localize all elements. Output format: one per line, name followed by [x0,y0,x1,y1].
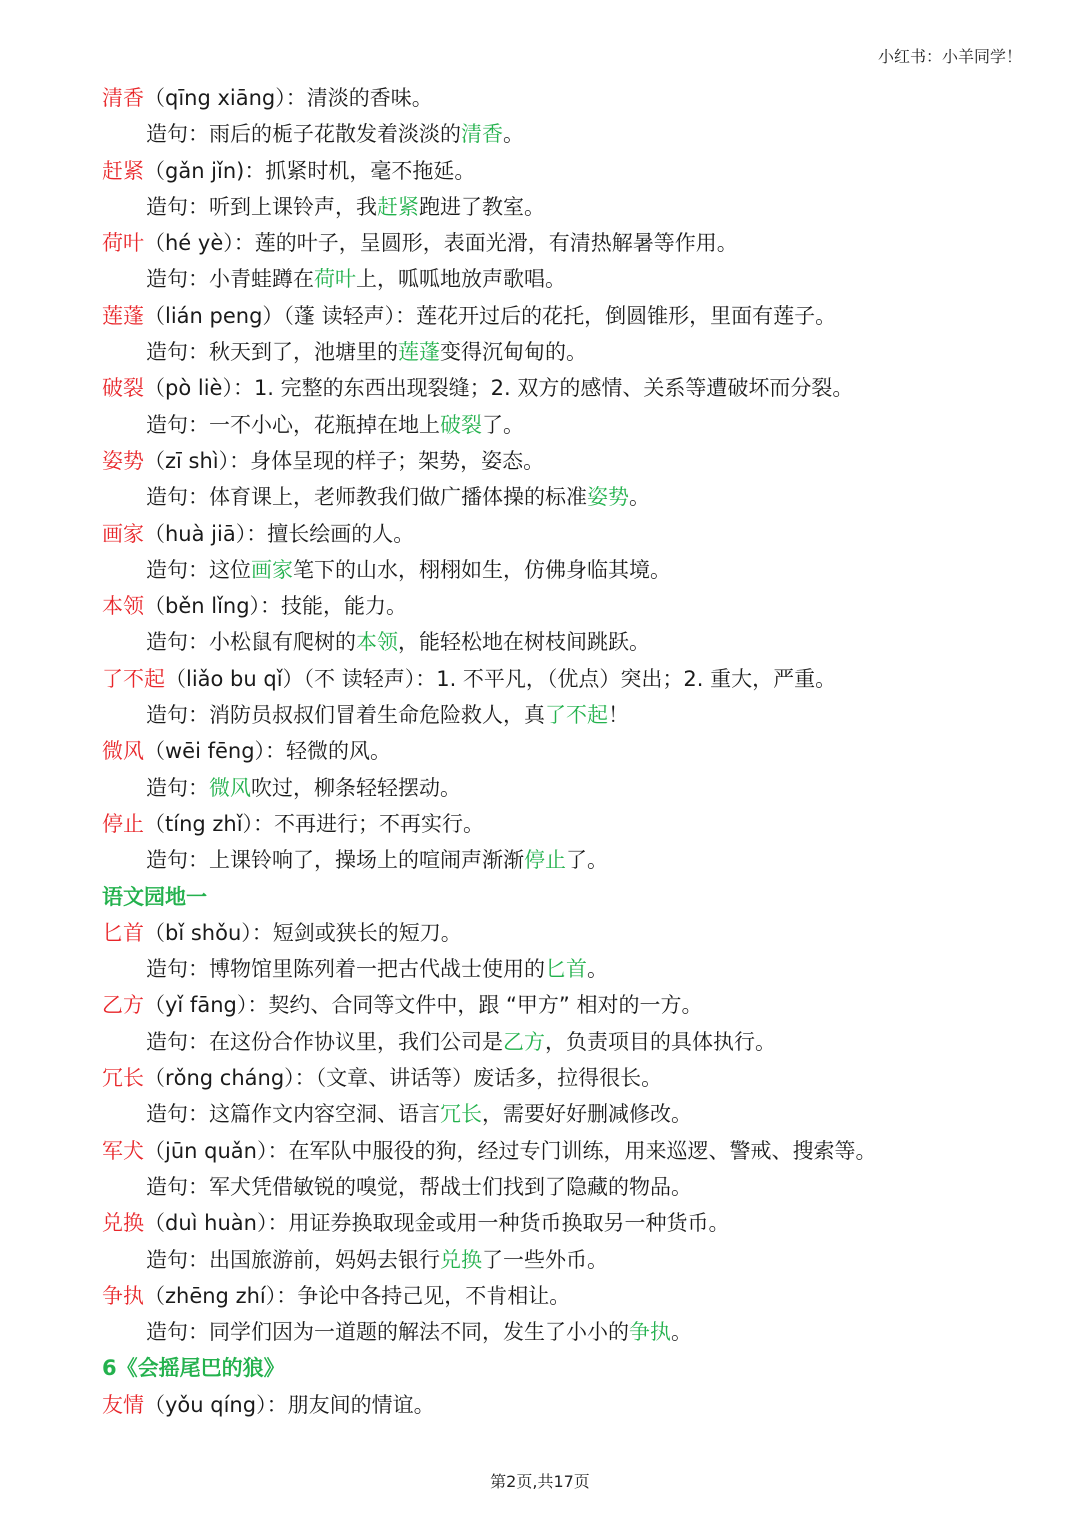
vocab-definition: （yǐ fāng）：契约、合同等文件中，跟 “甲方” 相对的一方。 [144,993,703,1018]
vocab-word: 兑换 [102,1211,144,1236]
vocab-definition: （gǎn jǐn)：抓紧时机，毫不拖延。 [144,158,476,183]
example-sentence [102,479,1032,515]
vocab-definition: （běn lǐng）：技能，能力。 [144,594,408,619]
sentence-text: 。 [629,485,650,510]
vocab-definition: （rǒng cháng）：（文章、讲话等）废话多，拉得很长。 [144,1066,663,1091]
sentence-highlight: 清香 [461,122,503,147]
vocab-entry [102,987,1032,1023]
vocab-entry [102,153,1032,189]
vocab-definition: （duì huàn）：用证券换取现金或用一种货币换取另一种货币。 [144,1211,730,1236]
sentence-highlight: 荷叶 [314,267,356,292]
sentence-text: 变得沉甸甸的。 [440,340,587,365]
vocab-definition: （bǐ shǒu）：短剑或狭长的短刀。 [144,920,462,945]
vocab-word: 破裂 [102,376,144,401]
sentence-text: ，能轻松地在树枝间跳跃。 [398,630,650,655]
section-heading: 6《会摇尾巴的狼》 [102,1356,285,1381]
vocab-word: 清香 [102,86,144,110]
example-sentence [102,1314,1032,1350]
vocab-entry [102,733,1032,769]
sentence-text: 。 [587,957,608,982]
sentence-highlight: 乙方 [503,1029,545,1054]
example-sentence [102,951,1032,987]
sentence-text: 跑进了教室。 [419,194,545,219]
example-sentence [102,1096,1032,1132]
vocab-word: 乙方 [102,993,144,1018]
example-sentence [102,116,1032,152]
vocab-definition: （jūn quǎn）：在军队中服役的狗，经过专门训练，用来巡逻、警戒、搜索等。 [144,1138,877,1163]
sentence-text: 造句：小青蛙蹲在 [146,267,314,292]
vocab-entry [102,1133,1032,1169]
section-heading: 语文园地一 [102,884,207,909]
sentence-text: 造句：这篇作文内容空洞、语言 [146,1102,440,1127]
example-sentence [102,697,1032,733]
example-sentence [102,189,1032,225]
vocab-entry [102,80,1032,116]
example-sentence [102,407,1032,443]
sentence-highlight: 冗长 [440,1102,482,1127]
sentence-highlight: 停止 [524,848,566,873]
example-sentence [102,1242,1032,1278]
vocab-definition: （hé yè）：莲的叶子，呈圆形，表面光滑，有清热解暑等作用。 [144,231,738,256]
vocab-word: 莲蓬 [102,303,144,328]
sentence-text: ，负责项目的具体执行。 [545,1029,776,1054]
sentence-text: 造句：听到上课铃声，我 [146,194,377,219]
example-sentence [102,1024,1032,1060]
vocab-word: 荷叶 [102,231,144,256]
sentence-text: 笔下的山水，栩栩如生，仿佛身临其境。 [293,557,671,582]
example-sentence [102,261,1032,297]
vocab-definition: （yǒu qíng）：朋友间的情谊。 [144,1392,435,1417]
sentence-highlight: 莲蓬 [398,340,440,365]
sentence-text: 。 [671,1320,692,1345]
sentence-text: 造句：小松鼠有爬树的 [146,630,356,655]
sentence-text: ！ [608,703,629,728]
sentence-text: 造句：一不小心，花瓶掉在地上 [146,412,440,437]
vocab-word: 匕首 [102,920,144,945]
example-sentence [102,552,1032,588]
vocab-entry [102,298,1032,334]
sentence-text: 了。 [566,848,608,873]
vocab-definition: （liǎo bu qǐ）（不 读轻声）：1. 不平凡，（优点）突出；2. 重大，严重。 [165,666,837,691]
sentence-highlight: 匕首 [545,957,587,982]
page-header: 小红书：小羊同学！ [877,47,1022,66]
vocab-entry [102,588,1032,624]
sentence-text: 了一些外币。 [482,1247,608,1272]
vocab-word: 冗长 [102,1066,144,1091]
vocab-entry [102,225,1032,261]
sentence-text: 造句：同学们因为一道题的解法不同，发生了小小的 [146,1320,629,1345]
vocab-word: 友情 [102,1392,144,1417]
sentence-highlight: 了不起 [545,703,608,728]
sentence-text: 造句：体育课上，老师教我们做广播体操的标准 [146,485,587,510]
example-sentence [102,1169,1032,1205]
sentence-text: 。 [503,122,524,147]
sentence-text: 造句：消防员叔叔们冒着生命危险救人，真 [146,703,545,728]
sentence-text: 造句：雨后的栀子花散发着淡淡的 [146,122,461,147]
vocab-entry [102,1205,1032,1241]
example-sentence [102,334,1032,370]
vocab-word: 停止 [102,811,144,836]
vocab-entry [102,915,1032,951]
sentence-text: 造句：军犬凭借敏锐的嗅觉，帮战士们找到了隐藏的物品。 [146,1174,692,1199]
vocab-word: 姿势 [102,448,144,473]
vocab-entry [102,370,1032,406]
vocab-definition: （zī shì）：身体呈现的样子；架势，姿态。 [144,448,545,473]
sentence-text: 了。 [482,412,524,437]
sentence-highlight: 姿势 [587,485,629,510]
sentence-highlight: 赶紧 [377,194,419,219]
vocab-definition: （qīng xiāng）：清淡的香味。 [144,86,433,110]
sentence-text: 造句：上课铃响了，操场上的喧闹声渐渐 [146,848,524,873]
sentence-highlight: 破裂 [440,412,482,437]
sentence-text: 吹过，柳条轻轻摆动。 [251,775,461,800]
sentence-highlight: 争执 [629,1320,671,1345]
sentence-text: ，需要好好删减修改。 [482,1102,692,1127]
sentence-text: 造句： [146,775,209,800]
vocab-entry [102,1387,1032,1423]
vocab-entry [102,806,1032,842]
vocab-definition: （pò liè）：1. 完整的东西出现裂缝；2. 双方的感情、关系等遭破坏而分裂。 [144,376,854,401]
vocab-entry [102,516,1032,552]
sentence-highlight: 本领 [356,630,398,655]
vocab-word: 画家 [102,521,144,546]
vocab-word: 微风 [102,739,144,764]
sentence-text: 造句：博物馆里陈列着一把古代战士使用的 [146,957,545,982]
vocab-word: 本领 [102,594,144,619]
sentence-text: 造句：这位 [146,557,251,582]
vocab-definition: （tíng zhǐ）：不再进行；不再实行。 [144,811,485,836]
vocab-entry [102,1278,1032,1314]
sentence-highlight: 兑换 [440,1247,482,1272]
sentence-highlight: 画家 [251,557,293,582]
vocab-definition: （lián peng）（蓬 读轻声）：莲花开过后的花托，倒圆锥形，里面有莲子。 [144,303,837,328]
example-sentence [102,770,1032,806]
sentence-text: 上，呱呱地放声歌唱。 [356,267,566,292]
vocab-list [102,80,1032,1423]
sentence-text: 造句：在这份合作协议里，我们公司是 [146,1029,503,1054]
vocab-word: 了不起 [102,666,165,691]
vocab-definition: （huà jiā）：擅长绘画的人。 [144,521,415,546]
vocab-word: 军犬 [102,1138,144,1163]
example-sentence [102,624,1032,660]
sentence-highlight: 微风 [209,775,251,800]
vocab-entry [102,661,1032,697]
vocab-entry [102,1060,1032,1096]
vocab-word: 争执 [102,1283,144,1308]
example-sentence [102,842,1032,878]
vocab-definition: （wēi fēng）：轻微的风。 [144,739,392,764]
sentence-text: 造句：出国旅游前，妈妈去银行 [146,1247,440,1272]
page-footer: 第2页,共17页 [490,1472,590,1491]
sentence-text: 造句：秋天到了，池塘里的 [146,340,398,365]
vocab-definition: （zhēng zhí）：争论中各持己见，不肯相让。 [144,1283,571,1308]
vocab-word: 赶紧 [102,158,144,183]
vocab-entry [102,443,1032,479]
